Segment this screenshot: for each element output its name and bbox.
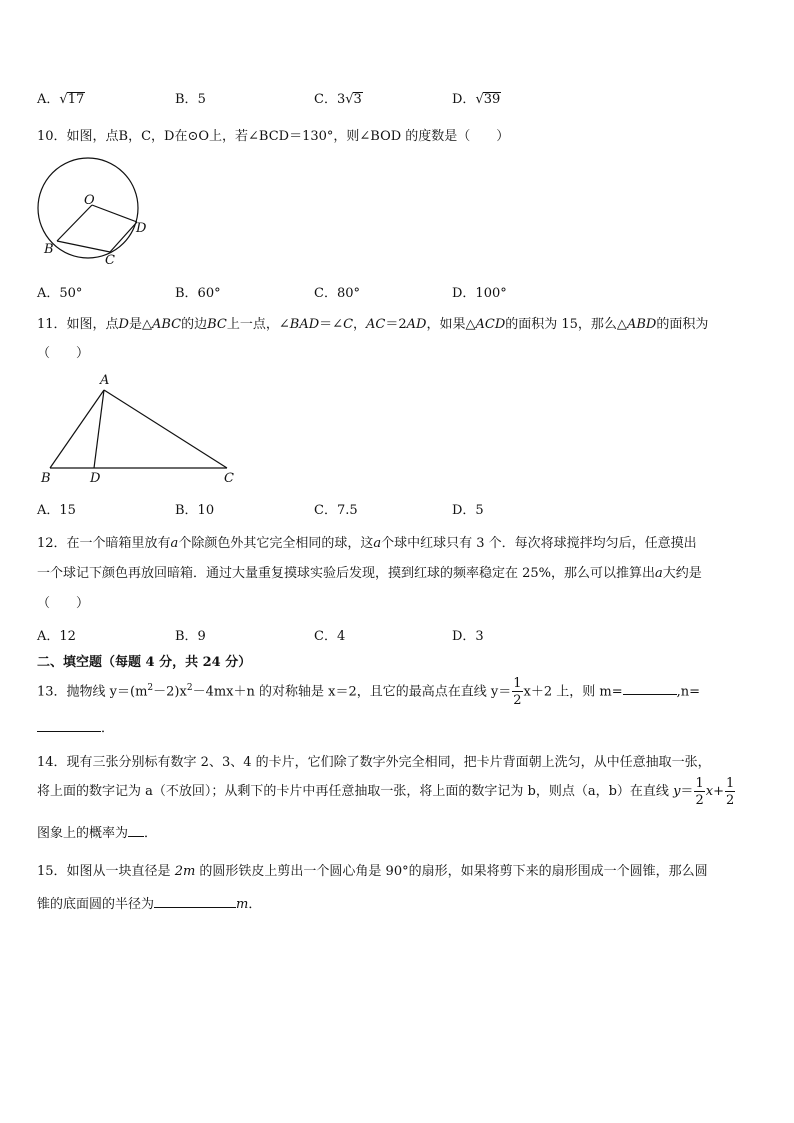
q15-line1: 15．如图从一块直径是 2m 的圆形铁皮上剪出一个圆心角是 90°的扇形，如果将剪下来的扇形围成一个圆锥，那么圆	[37, 864, 708, 879]
q12-option-c: C．4	[314, 629, 346, 644]
q10-stem: 10．如图，点B，C，D在⊙O上，若∠BCD＝130°，则∠BOD 的度数是（ ）	[37, 129, 510, 144]
q11-triangle-figure	[36, 370, 246, 488]
q12-line1: 12．在一个暗箱里放有a个除颜色外其它完全相同的球，这a个球中红球只有 3 个．每次将球搅拌均匀后，任意摸出	[37, 536, 697, 551]
q11-option-b: B．10	[175, 503, 215, 518]
q14-line3: 图象上的概率为 ．	[37, 826, 158, 841]
q12-option-a: A．12	[37, 629, 76, 644]
segment-od	[92, 205, 137, 222]
q10-option-b: B．60°	[175, 286, 221, 301]
q11-option-c: C．7.5	[314, 503, 358, 518]
q11-stem: 11．如图，点D是△ABC的边BC上一点，∠BAD＝∠C，AC＝2AD，如果△ACD的面积为 15，那么△ABD的面积为	[37, 317, 709, 332]
q10-option-c: C．80°	[314, 286, 360, 301]
q9-option-a: A．√17	[37, 92, 85, 107]
q15-blank[interactable]	[154, 907, 236, 908]
q12-line2: 一个球记下颜色再放回暗箱．通过大量重复摸球实验后发现，摸到红球的频率稳定在 25%，那么可以推算出a大约是	[37, 566, 702, 581]
q12-option-b: B．9	[175, 629, 206, 644]
q10-circle-figure	[30, 152, 150, 270]
q15-line2: 锥的底面圆的半径为 m．	[37, 897, 262, 912]
label-a: A	[100, 373, 110, 388]
segment-cd	[110, 222, 137, 252]
q11-option-a: A．15	[37, 503, 76, 518]
label-b: B	[44, 242, 54, 257]
q14-blank[interactable]	[128, 836, 144, 837]
q12-option-d: D．3	[452, 629, 484, 644]
q11-option-d: D．5	[452, 503, 484, 518]
q9-option-d: D．√39	[452, 92, 501, 107]
section-title-fill-in: 二、填空题（每题 4 分，共 24 分）	[37, 655, 252, 670]
q11-stem-line2: （ ）	[37, 346, 90, 361]
q13-blank-n[interactable]	[37, 731, 101, 732]
label-o: O	[84, 193, 95, 208]
label-d: D	[90, 471, 101, 486]
q14-line2: 将上面的数字记为 a（不放回）；从剩下的卡片中再任意抽取一张，将上面的数字记为 b，则点（a，b）在直线 y＝ $\frac{1}{2}$ x+ $\frac{1}{2}$	[37, 775, 735, 808]
q12-line3: （ ）	[37, 596, 90, 611]
q13-line1: 13．抛物线 $y=(m^2-2)x^2-4mx+n$ 的对称轴是 x＝2，且它的最高点在直线 y＝ $\frac{1}{2}$ x＋2 上，则 m= ,n=	[37, 675, 701, 708]
q14-fraction-2: $\frac{1}{2}$	[725, 775, 735, 808]
q13-line2: ．	[37, 717, 114, 736]
q10-option-d: D．100°	[452, 286, 507, 301]
q14-line1: 14．现有三张分别标有数字 2、3、4 的卡片，它们除了数字外完全相同，把卡片背面朝上洗匀，从中任意抽取一张，	[37, 755, 711, 770]
segment-ac	[104, 390, 227, 468]
label-c: C	[105, 253, 115, 268]
q13-fraction: $\frac{1}{2}$	[513, 675, 522, 708]
q14-fraction-1: $\frac{1}{2}$	[695, 775, 704, 808]
q9-option-b: B．5	[175, 92, 206, 107]
segment-ob	[57, 205, 92, 241]
q10-option-a: A．50°	[37, 286, 83, 301]
q13-blank-m[interactable]	[623, 694, 677, 695]
segment-bc	[57, 241, 110, 252]
label-b: B	[41, 471, 51, 486]
q9-option-c: C．3√3	[314, 92, 362, 107]
label-d: D	[136, 221, 147, 236]
label-c: C	[224, 471, 234, 486]
